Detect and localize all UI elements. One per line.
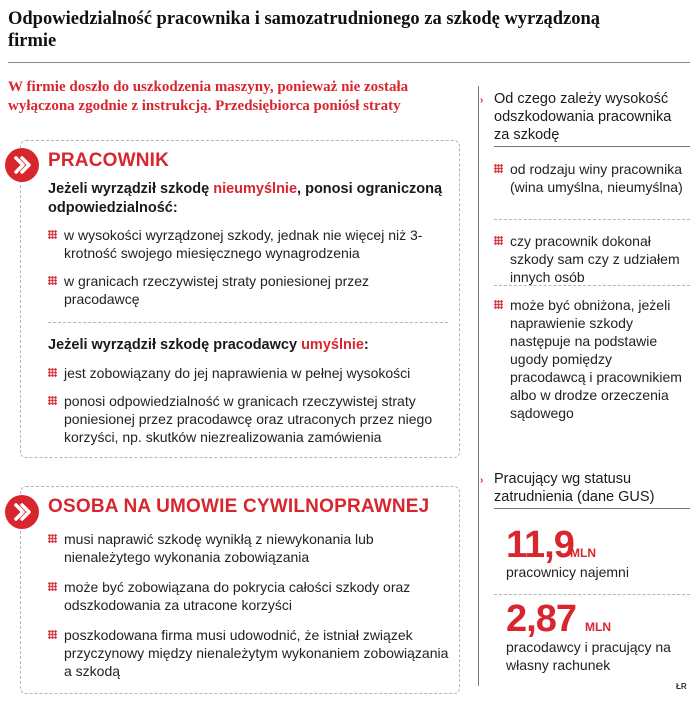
list-umowa <box>48 530 458 692</box>
sidebar-heading-text: Od czego zależy wysokość odszkodowania pracownika za szkodę <box>494 91 672 143</box>
sidebar-item-divider <box>494 219 690 220</box>
sidebar-heading-text: Pracujący wg statusu zatrudnienia (dane GUS) <box>494 471 655 505</box>
list-item <box>48 226 443 262</box>
sidebar-list-item-text: od rodzaju winy pracownika (wina umyślna, nieumyślna) <box>510 161 683 195</box>
list-item <box>48 578 458 614</box>
author-credit: ŁR <box>676 682 687 691</box>
section-heading-umowa: OSOBA NA UMOWIE CYWILNOPRAWNEJ <box>48 496 430 517</box>
condition-highlight: nieumyślnie <box>213 181 298 197</box>
list-item-text: w granicach rzeczywistej straty poniesionej przez pracodawcę <box>64 273 370 307</box>
dotted-square-bullet-icon <box>494 300 503 309</box>
list-item <box>48 392 458 446</box>
dotted-square-bullet-icon <box>48 276 57 285</box>
section-divider <box>48 322 448 323</box>
dotted-square-bullet-icon <box>48 396 57 405</box>
list-umyslnie <box>48 364 458 456</box>
stat-divider <box>494 594 690 595</box>
section-heading-pracownik: PRACOWNIK <box>48 150 170 171</box>
sidebar-divider <box>494 508 690 509</box>
stat-value-samozatrudnieni: 2,87 <box>506 598 576 640</box>
dotted-square-bullet-icon <box>48 582 57 591</box>
sidebar-list-item-text: czy pracownik dokonał szkody sam czy z udziałem innych osób <box>510 233 680 285</box>
condition-text: : <box>363 337 369 353</box>
dotted-square-bullet-icon <box>48 630 57 639</box>
list-item <box>48 364 458 382</box>
condition-highlight: umyślnie <box>301 337 364 353</box>
condition-text: , ponosi ograniczoną odpowiedzialność: <box>48 181 443 216</box>
dotted-square-bullet-icon <box>48 230 57 239</box>
dotted-square-bullet-icon <box>494 164 503 173</box>
list-item <box>48 530 458 566</box>
list-item <box>48 272 443 308</box>
list-item-text: ponosi odpowiedzialność w granicach rzeczywistej straty poniesionej przez pracodawcę oraz utraconych przez niego korzyści, np. skutków niezrealizowania zamówienia <box>64 393 433 445</box>
chevron-marker-icon: › <box>480 95 484 106</box>
sidebar-item-divider <box>494 285 690 286</box>
stat-value-najemni: 11,9 <box>506 524 574 566</box>
sidebar-list-item-text: może być obniżona, jeżeli naprawienie szkody następuje na podstawie ugody pomiędzy pracodawcą i pracownikiem albo w drodze orzeczenia sądowego <box>510 297 682 421</box>
sidebar-list-item <box>494 160 690 196</box>
dotted-square-bullet-icon <box>48 534 57 543</box>
sidebar-list-item <box>494 232 690 286</box>
sidebar-heading-gus <box>480 470 684 506</box>
stat-unit: MLN <box>570 546 596 560</box>
dotted-square-bullet-icon <box>48 368 57 377</box>
sidebar-list-item <box>494 296 690 422</box>
list-nieumyslnie <box>48 226 443 318</box>
arrow-right-circle-icon <box>5 495 39 529</box>
arrow-right-circle-icon <box>5 148 39 182</box>
lead-paragraph: W firmie doszło do uszkodzenia maszyny, ponieważ nie została wyłączona zgodnie z instrukcją. Przedsiębiorca poniósł straty <box>8 79 409 114</box>
sidebar-divider <box>494 146 690 147</box>
condition-umyslnie <box>48 336 448 355</box>
stat-label-samozatrudnieni: pracodawcy i pracujący na własny rachunek <box>506 639 671 673</box>
condition-text: Jeżeli wyrządził szkodę pracodawcy <box>48 337 302 353</box>
list-item-text: musi naprawić szkodę wynikłą z niewykonania lub nienależytego wykonania zobowiązania <box>64 531 374 565</box>
list-item-text: jest zobowiązany do jej naprawienia w pełnej wysokości <box>64 365 411 381</box>
page-title: Odpowiedzialność pracownika i samozatrudnionego za szkodę wyrządzoną firmie <box>8 9 601 51</box>
sidebar-heading-odszkodowanie <box>480 90 684 144</box>
title-divider <box>8 62 690 63</box>
stat-unit: MLN <box>585 620 611 634</box>
dotted-square-bullet-icon <box>494 236 503 245</box>
list-item-text: poszkodowana firma musi udowodnić, że istniał związek przyczynowy między nienależytym wykonaniem zobowiązania a szkodą <box>64 627 449 679</box>
list-item-text: w wysokości wyrządzonej szkody, jednak nie więcej niż 3-krotność swojego miesięcznego wynagrodzenia <box>64 227 423 261</box>
condition-text: Jeżeli wyrządził szkodę <box>48 181 214 197</box>
column-divider <box>478 86 479 686</box>
chevron-marker-icon: › <box>480 475 484 486</box>
stat-label-najemni: pracownicy najemni <box>506 564 629 580</box>
list-item <box>48 626 458 680</box>
condition-nieumyslnie <box>48 180 448 218</box>
list-item-text: może być zobowiązana do pokrycia całości szkody oraz odszkodowania za utracone korzyści <box>64 579 411 613</box>
